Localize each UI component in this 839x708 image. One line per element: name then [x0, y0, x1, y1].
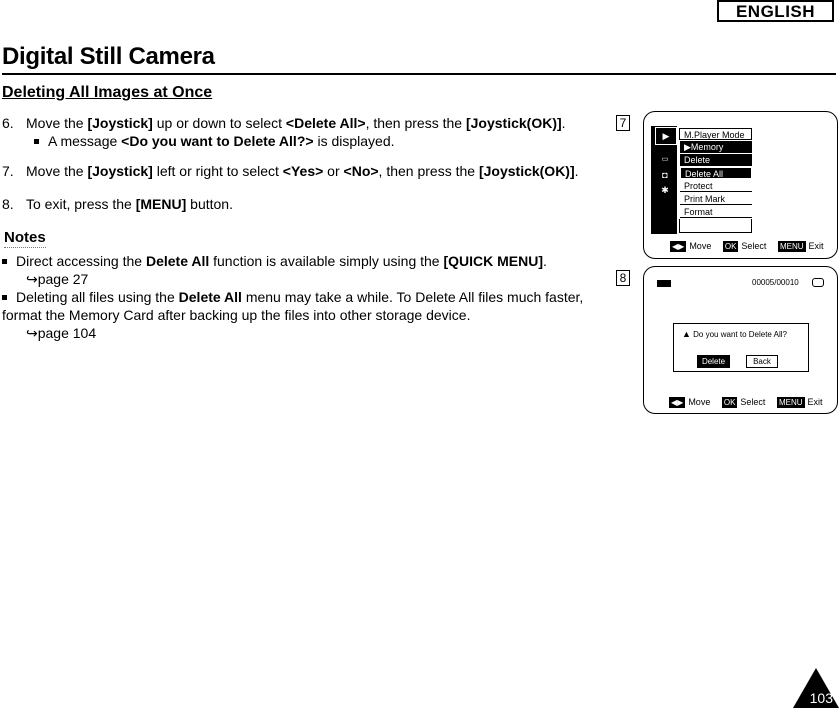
note-text: Deleting all files using the	[16, 289, 179, 305]
step-8	[2, 195, 233, 213]
menu-title: M.Player Mode	[679, 128, 752, 140]
note-item	[2, 288, 592, 342]
ok-key-icon: OK	[723, 398, 736, 407]
delete-all-label: Delete All	[178, 289, 242, 305]
move-key-icon: ◀▶	[671, 398, 684, 407]
select-hint: Select	[740, 397, 766, 407]
battery-icon	[812, 278, 824, 287]
delete-all-label: <Delete All>	[285, 115, 366, 131]
dialog-message	[682, 329, 787, 339]
exit-hint: Exit	[808, 241, 824, 251]
step-number: 6.	[2, 115, 14, 131]
page-number: 103	[809, 690, 833, 706]
menu-item-format[interactable]: Format	[680, 206, 752, 218]
help-bar	[669, 397, 823, 408]
confirm-dialog	[673, 323, 809, 372]
language-label: ENGLISH	[717, 0, 834, 22]
step-text: up or down to select	[152, 115, 286, 131]
step-number: 8.	[2, 196, 14, 212]
back-button[interactable]: Back	[746, 355, 778, 368]
joystick-ok-label: [Joystick(OK)]	[478, 163, 575, 179]
bullet-icon	[34, 139, 39, 144]
note-text: Direct accessing the	[16, 253, 146, 269]
step-text: .	[574, 163, 579, 179]
figure-ref-7: 7	[616, 115, 630, 131]
bullet-icon	[2, 259, 7, 264]
settings-icon: ✱	[655, 182, 675, 198]
section-title: Deleting All Images at Once	[2, 84, 213, 101]
ok-key-icon: OK	[724, 242, 737, 251]
menu-item-print-mark[interactable]: Print Mark	[680, 193, 752, 205]
exit-hint: Exit	[807, 397, 823, 407]
step-text: .	[561, 115, 566, 131]
file-counter: 00005/00010	[752, 278, 799, 287]
select-hint: Select	[741, 241, 767, 251]
memory-card-icon	[657, 280, 671, 287]
camera-icon: ◘	[655, 167, 675, 183]
move-key-icon: ◀▶	[672, 242, 685, 251]
no-label: <No>	[343, 163, 379, 179]
step-6	[2, 114, 642, 132]
notes-heading: Notes	[4, 229, 46, 246]
figure-ref-8: 8	[616, 270, 630, 286]
page-reference: ↪page 104	[26, 325, 97, 341]
note-text: menu may take a while. To Delete All files much faster, format the Memory Card after backing up the files into other storage device.	[2, 289, 584, 323]
menu-label: [MENU]	[135, 196, 187, 212]
delete-all-label: Delete All	[145, 253, 210, 269]
step-text: left or right to select	[152, 163, 283, 179]
dialog-text: Do you want to Delete All?	[693, 330, 787, 339]
joystick-label: [Joystick]	[87, 163, 153, 179]
move-hint: Move	[688, 397, 711, 407]
note-item	[2, 252, 602, 288]
step-6-bullet	[34, 132, 395, 150]
joystick-ok-label: [Joystick(OK)]	[465, 115, 562, 131]
page-reference: ↪page 27	[26, 271, 89, 287]
joystick-label: [Joystick]	[87, 115, 153, 131]
step-text: button.	[186, 196, 233, 212]
step-number: 7.	[2, 163, 14, 179]
note-text: function is available simply using the	[209, 253, 444, 269]
step-text: , then press the	[378, 163, 479, 179]
step-text: To exit, press the	[26, 196, 136, 212]
bullet-text: is displayed.	[313, 133, 395, 149]
title-divider	[2, 73, 836, 75]
warning-icon: ▲	[682, 329, 691, 339]
message-label: <Do you want to Delete All?>	[121, 133, 314, 149]
memory-icon: ▭	[655, 152, 675, 168]
bullet-text: A message	[48, 133, 122, 149]
page-title: Digital Still Camera	[2, 43, 215, 70]
step-7	[2, 162, 642, 180]
menu-footer	[679, 219, 752, 233]
bullet-icon	[2, 295, 7, 300]
menu-item-protect[interactable]: Protect	[680, 180, 752, 192]
move-hint: Move	[689, 241, 712, 251]
menu-item-delete[interactable]: Delete	[680, 154, 752, 166]
player-mode-icon: ▶	[655, 127, 677, 145]
step-text: , then press the	[365, 115, 466, 131]
note-text: .	[543, 253, 547, 269]
menu-key-icon: MENU	[778, 398, 803, 407]
menu-item-delete-all[interactable]: Delete All	[680, 167, 752, 179]
menu-key-icon: MENU	[779, 242, 804, 251]
step-text: Move the	[26, 163, 88, 179]
step-text: or	[323, 163, 344, 179]
step-text: Move the	[26, 115, 88, 131]
quick-menu-label: [QUICK MENU]	[443, 253, 544, 269]
help-bar	[670, 241, 824, 252]
menu-item-memory[interactable]: ▶Memory	[680, 141, 752, 153]
yes-label: <Yes>	[282, 163, 324, 179]
delete-button[interactable]: Delete	[697, 355, 730, 368]
